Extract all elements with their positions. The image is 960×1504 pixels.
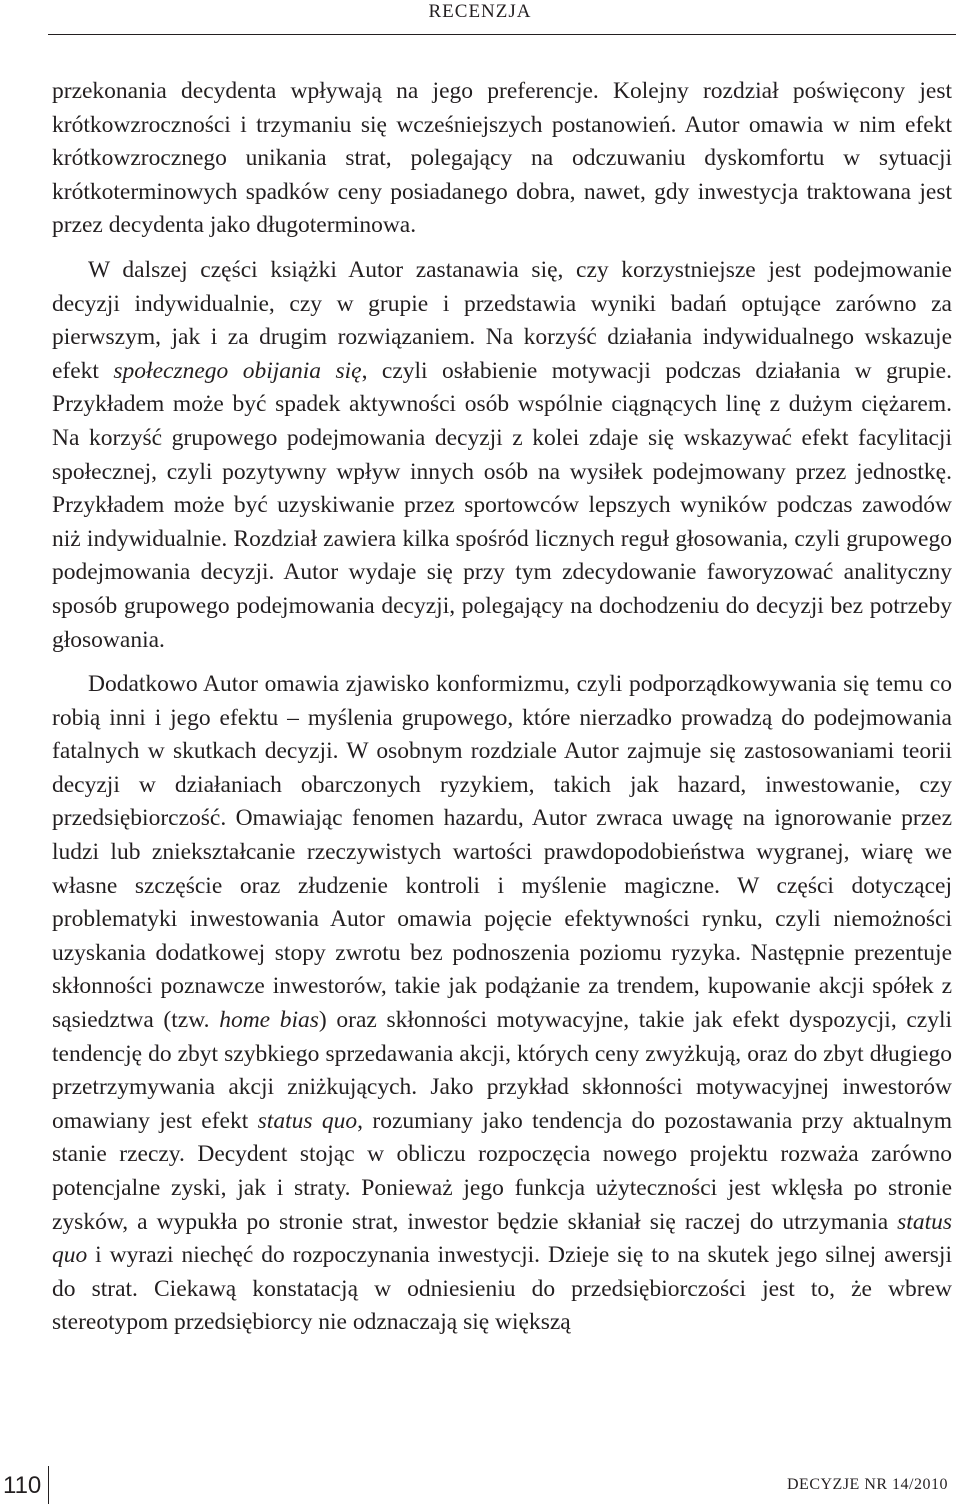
italic-phrase: status quo (257, 1107, 358, 1134)
article-body (52, 75, 952, 1351)
italic-phrase: status quo (52, 1208, 952, 1269)
text-run: W dalszej części książki Autor zastanawia się, czy korzystniejsze jest podejmowanie decyzji indywidualnie, czy w grupie i przedstawia wyniki badań optujące zarówno za pierwszym, jak i za drugim rozwiązaniem. Na korzyść działania indywidualnego wskazuje efekt (52, 256, 952, 384)
paragraph (52, 75, 952, 243)
running-header (0, 0, 960, 26)
paragraph (52, 668, 952, 1340)
text-run: , rozumiany jako tendencja do pozostawania przy aktualnym stanie rzeczy. Decydent stojąc w obliczu rozpoczęcia nowego projektu rozważa zarówno potencjalne zyski, jak i straty. Ponieważ jego funkcja użyteczności jest wklęsła po stronie zysków, a wypukła po stronie strat, inwestor będzie skłaniał się raczej do utrzymania (52, 1107, 952, 1235)
paragraph (52, 254, 952, 657)
text-run: i wyrazi niechęć do rozpoczynania inwestycji. Dzieje się to na skutek jego silnej awersji do strat. Ciekawą konstatacją w odniesieniu do przedsiębiorczości jest to, że wbrew stereotypom przedsiębiorcy nie odznaczają się większą (52, 1242, 952, 1336)
text-run: przekonania decydenta wpływają na jego preferencje. Kolejny rozdział poświęcony jest krótkowzroczności i trzymaniu się wcześniejszych postanowień. Autor omawia w nim efekt krótkowzrocznego unikania strat, polegający na odczuwaniu dyskomfortu w sytuacji krótkoterminowych spadków ceny posiadanego dobra, nawet, gdy inwestycja traktowana jest przez decydenta jako długoterminowa. (52, 78, 952, 239)
text-run: , czyli osłabienie motywacji podczas działania w grupie. Przykładem może być spadek aktywności osób wspólnie ciągnących linę z dużym ciężarem. Na korzyść grupowego podejmowania decyzji z kolei zdaje się wskazywać efekt facylitacji społecznej, czyli pozytywny wpływ innych osób na wysiłek podejmowany przez jednostkę. Przykładem może być uzyskiwanie przez sportowców lepszych wyników podczas zawodów niż indywidualnie. Rozdział zawiera kilka spośród licznych reguł głosowania, czyli grupowego podejmowania decyzji. Autor wydaje się przy tym zdecydowanie faworyzować analityczny sposób grupowego podejmowania decyzji, polegający na dochodzeniu do decyzji bez potrzeby głosowania. (52, 357, 952, 653)
header-rule (48, 34, 956, 35)
journal-issue-label: DECYZJE NR 14/2010 (787, 1476, 948, 1493)
italic-phrase: społecznego obijania się (113, 357, 362, 384)
text-run: ) oraz skłonności motywacyjne, takie jak efekt dyspozycji, czyli tendencję do zbyt szybkiego sprzedawania akcji, których ceny zwyżkują, oraz do zbyt długiego przetrzymywania akcji zniżkujących. Jako przykład skłonności motywacyjnej inwestorów omawiany jest efekt (52, 1007, 952, 1134)
text-run: Dodatkowo Autor omawia zjawisko konformizmu, czyli podporządkowywania się temu co robią inni i jego efektu – myślenia grupowego, które nierzadko prowadzą do podejmowania fatalnych w skutkach decyzji. W osobnym rozdziale Autor zajmuje się zastosowaniami teorii decyzji w działaniach obarczonych ryzykiem, takich jak hazard, inwestowanie, czy przedsiębiorczość. Omawiając fenomen hazardu, Autor zwraca uwagę na ignorowanie przez ludzi lub zniekształcanie rzeczywistych wartości prawdopodobieństwa wygranej, wiarę we własne szczęście oraz złudzenie kontroli i myślenie magiczne. W części dotyczącej problematyki inwestowania Autor omawia pojęcie efektywności rynku, czyli niemożności uzyskania dodatkowej stopy zwrotu bez podnoszenia poziomu ryzyka. Następnie prezentuje skłonności poznawcze inwestorów, takie jak podążanie za trendem, kupowanie akcji spółek z sąsiedztwa (tzw. (52, 671, 952, 1034)
page-number: 110 (3, 1472, 42, 1499)
page-number-rule (48, 1466, 49, 1504)
section-title: RECENZJA (428, 1, 532, 22)
italic-phrase: home bias (219, 1007, 319, 1034)
